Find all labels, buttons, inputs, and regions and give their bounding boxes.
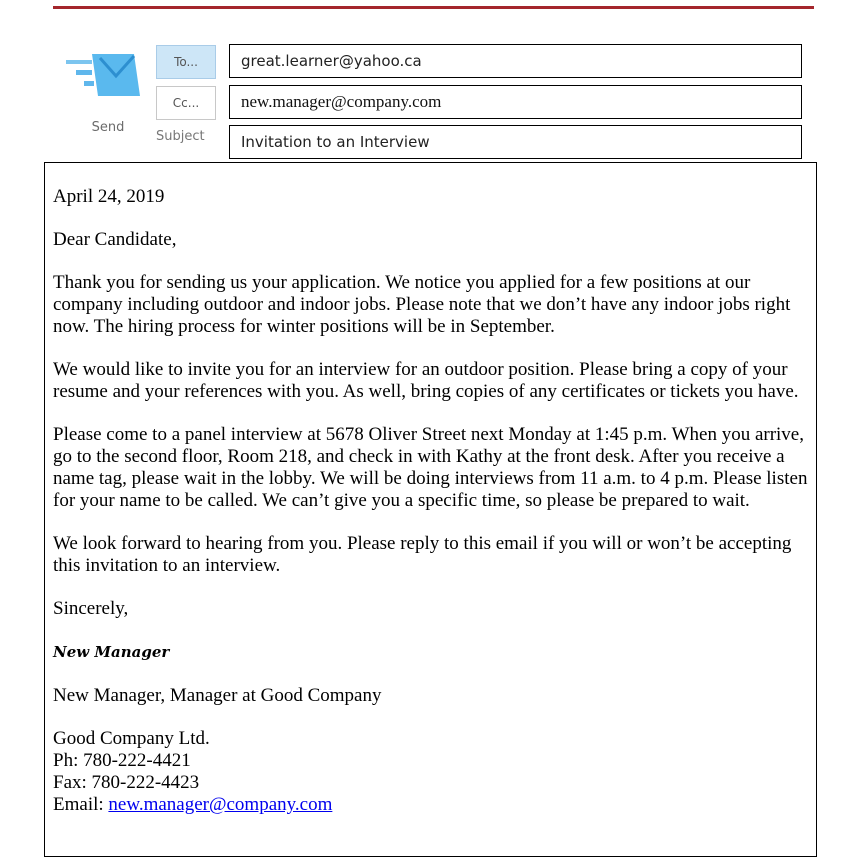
to-button[interactable]: To... — [156, 45, 216, 79]
send-envelope-icon — [66, 48, 150, 108]
letter-paragraph: Thank you for sending us your application. We notice you applied for a few positions at our company including outdoor and indoor jobs. Please note that we don’t have any indoor jobs right now. The hiring process for winter positions will be in September. — [53, 272, 791, 337]
header-accent-rule — [53, 6, 814, 9]
cc-field[interactable]: new.manager@company.com — [229, 85, 802, 119]
subject-field[interactable]: Invitation to an Interview — [229, 125, 802, 159]
to-field[interactable]: great.learner@yahoo.ca — [229, 44, 802, 78]
letter-paragraph: We would like to invite you for an interview for an outdoor position. Please bring a copy of your resume and your references with you. As well, bring copies of any certificates or tickets you have. — [53, 359, 799, 402]
email-label: Email: — [53, 794, 109, 815]
email-link[interactable]: new.manager@company.com — [108, 794, 333, 815]
letter-salutation: Dear Candidate, — [53, 229, 177, 250]
phone-number: Ph: 780-222-4421 — [53, 750, 191, 771]
letter-paragraph: Please come to a panel interview at 5678 Oliver Street next Monday at 1:45 p.m. When you arrive, go to the second floor, Room 218, and check in with Kathy at the front desk. After you receive a name tag, please wait in the lobby. We will be doing interviews from 11 a.m. to 4 p.m. Please listen for your name to be called. We can’t give you a specific time, so please be prepared to wait. — [53, 424, 808, 511]
signature: New Manager — [53, 643, 170, 661]
fax-number: Fax: 780-222-4423 — [53, 772, 200, 793]
letter-date: April 24, 2019 — [53, 186, 165, 207]
cc-button[interactable]: Cc... — [156, 86, 216, 120]
sender-title: New Manager, Manager at Good Company — [53, 685, 382, 706]
company-name: Good Company Ltd. — [53, 728, 210, 749]
send-button[interactable] — [62, 44, 154, 140]
message-body — [53, 186, 815, 816]
send-label: Send — [91, 120, 125, 135]
subject-label: Subject — [156, 129, 205, 144]
letter-paragraph: We look forward to hearing from you. Please reply to this email if you will or won’t be accepting this invitation to an interview. — [53, 533, 792, 576]
email-line — [53, 794, 815, 816]
letter-closing: Sincerely, — [53, 598, 129, 619]
